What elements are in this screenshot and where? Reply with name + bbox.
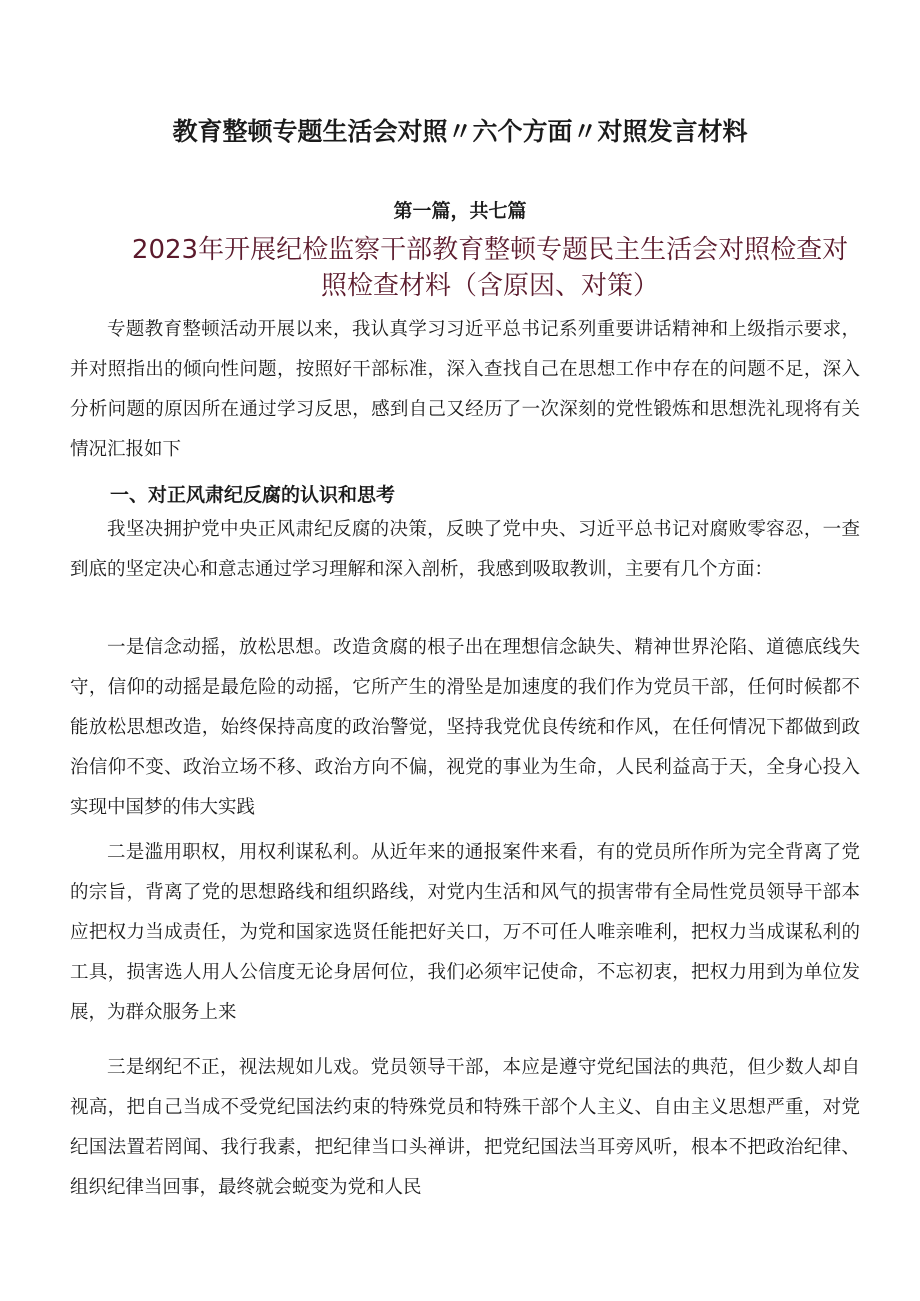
document-title: 教育整顿专题生活会对照〃六个方面〃对照发言材料 xyxy=(172,117,748,146)
paragraph-point-three: 三是纲纪不正，视法规如儿戏。党员领导干部，本应是遵守党纪国法的典范，但少数人却自视高，把自己当成不受党纪国法约束的特殊党员和特殊干部个人主义、自由主义思想严重，对党纪国法置若罔闻、我行我素，把纪律当口头禅讲，把党纪国法当耳旁风听，根本不把政治纪律、组织纪律当回事，最终就会蜕变为党和人民 xyxy=(70,1057,860,1198)
paragraph-stance: 我坚决拥护党中央正风肃纪反腐的决策，反映了党中央、习近平总书记对腐败零容忍，一查到底的坚定决心和意志通过学习理解和深入剖析，我感到吸取教训，主要有几个方面： xyxy=(70,519,860,580)
paragraph-point-one: 一是信念动摇，放松思想。改造贪腐的根子出在理想信念缺失、精神世界沦陷、道德底线失守，信仰的动摇是最危险的动摇，它所产生的滑坠是加速度的我们作为党员干部，任何时候都不能放松思想改造，始终保持高度的政治警觉，坚持我党优良传统和作风，在任何情况下都做到政治信仰不变、政治立场不移、政治方向不偏，视党的事业为生命，人民利益高于天，全身心投入实现中国梦的伟大实践 xyxy=(70,637,860,818)
section-heading: 一、对正风肃纪反腐的认识和思考 xyxy=(110,484,396,506)
section-label: 第一篇，共七篇 xyxy=(393,200,527,222)
paragraph-point-two: 二是滥用职权，用权利谋私利。从近年来的通报案件来看，有的党员所作所为完全背离了党的宗旨，背离了党的思想路线和组织路线，对党内生活和风气的损害带有全局性党员领导干部本应把权力当成责任，为党和国家选贤任能把好关口，万不可任人唯亲唯利，把权力当成谋私利的工具，损害选人用人公信度无论身居何位，我们必须牢记使命，不忘初衷，把权力用到为单位发展，为群众服务上来 xyxy=(70,842,860,1023)
article-title: 2023年开展纪检监察干部教育整顿专题民主生活会对照检查对照检查材料（含原因、对策） xyxy=(131,235,849,301)
paragraph-intro: 专题教育整顿活动开展以来，我认真学习习近平总书记系列重要讲话精神和上级指示要求，并对照指出的倾向性问题，按照好干部标准，深入查找自己在思想工作中存在的问题不足，深入分析问题的原因所在通过学习反思，感到自己又经历了一次深刻的党性锻炼和思想洗礼现将有关情况汇报如下 xyxy=(70,319,860,460)
